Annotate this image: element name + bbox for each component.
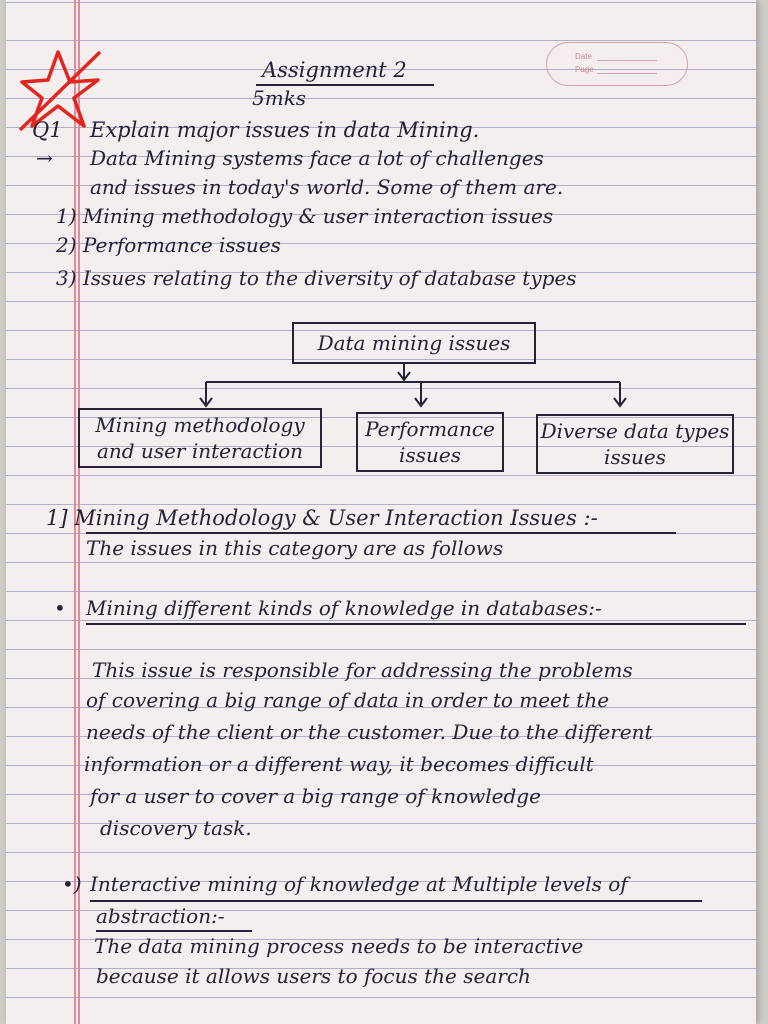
heading-underline	[86, 532, 676, 534]
section-intro: The issues in this category are as follows	[86, 536, 504, 560]
bullet-heading: Interactive mining of knowledge at Multiple levels of	[90, 872, 628, 896]
section-heading: 1] Mining Methodology & User Interaction Issues :-	[46, 506, 598, 530]
issue-item: 2) Performance issues	[56, 233, 281, 257]
paragraph-line: needs of the client or the customer. Due to the different	[86, 720, 653, 744]
stamp-date-label: Date	[575, 52, 592, 61]
paragraph-line: The data mining process needs to be interactive	[94, 934, 584, 958]
paragraph-line: of covering a big range of data in order to meet the	[86, 688, 610, 712]
issue-item: 1) Mining methodology & user interaction issues	[56, 204, 554, 228]
bullet-icon: •)	[62, 872, 82, 896]
arrow-icon: →	[36, 146, 53, 170]
assignment-title: Assignment 2	[262, 58, 407, 82]
diagram-child-box: Mining methodology and user interaction	[78, 408, 322, 468]
bullet-heading: Mining different kinds of knowledge in databases:-	[86, 596, 602, 620]
question-text: Explain major issues in data Mining.	[90, 118, 480, 142]
paragraph-line: This issue is responsible for addressing the problems	[92, 658, 633, 682]
diagram-child-box: Diverse data types issues	[536, 414, 734, 474]
diagram-root-box: Data mining issues	[292, 322, 536, 364]
heading-underline	[86, 623, 746, 625]
diagram-child-box: Performance issues	[356, 412, 504, 472]
paragraph-line: for a user to cover a big range of knowledge	[90, 784, 541, 808]
heading-underline	[96, 930, 252, 932]
bullet-icon: •	[54, 596, 66, 620]
notebook-page	[6, 0, 756, 1024]
paragraph-line: because it allows users to focus the search	[96, 964, 531, 988]
bullet-heading: abstraction:-	[96, 904, 225, 928]
answer-intro: and issues in today's world. Some of them are.	[90, 175, 564, 199]
paragraph-line: information or a different way, it becomes difficult	[84, 752, 594, 776]
marks-label: 5mks	[252, 86, 307, 110]
stamp-page-label: Page	[575, 65, 594, 74]
answer-intro: Data Mining systems face a lot of challenges	[90, 146, 544, 170]
heading-underline	[90, 900, 702, 902]
issue-item: 3) Issues relating to the diversity of database types	[56, 266, 577, 290]
question-number: Q1	[32, 118, 63, 142]
paragraph-line: discovery task.	[100, 816, 252, 840]
